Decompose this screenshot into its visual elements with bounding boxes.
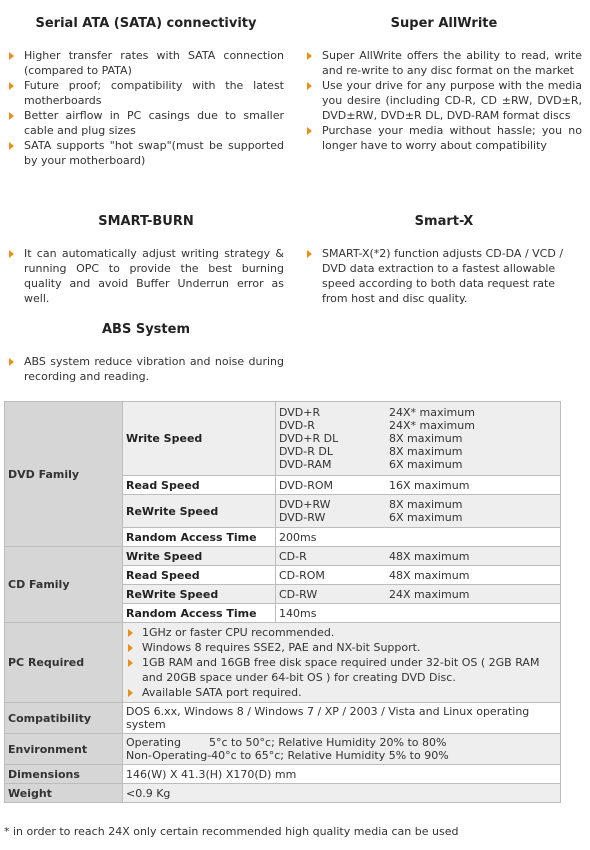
spec-value: Operating 5°c to 50°c; Relative Humidity 20% to 80% Non-Operating-40°c to 65°c; Relative Humidity 5% to 90% — [123, 734, 561, 765]
spec-value: 140ms — [276, 604, 561, 623]
bullet-arrow-icon — [9, 52, 14, 60]
format: DVD-R DL — [279, 445, 333, 458]
spec-value: DVD+RW DVD-RW 8X maximum 6X maximum — [276, 495, 561, 528]
spec-value — [123, 623, 561, 703]
feature-title: Serial ATA (SATA) connectivity — [35, 16, 257, 31]
list-item: ABS system reduce vibration and noise during recording and reading. — [8, 354, 284, 384]
table-row — [5, 402, 561, 476]
spec-label: Read Speed — [123, 566, 276, 585]
bullet-arrow-icon — [128, 659, 133, 667]
format: DVD-R — [279, 419, 315, 432]
feature-smart-burn — [8, 214, 284, 306]
list-item: SATA supports "hot swap"(must be supported by your motherboard) — [8, 138, 284, 168]
list-item: Use your drive for any purpose with the media you desire (including CD-R, CD ±RW, DVD±R, DVD±RW, DVD±R DL, DVD-RAM format discs — [306, 78, 582, 123]
bullet-arrow-icon — [9, 250, 14, 258]
speed: 24X* maximum — [389, 406, 475, 419]
spec-label: Random Access Time — [123, 528, 276, 547]
spec-label: Random Access Time — [123, 604, 276, 623]
category-weight: Weight — [5, 784, 123, 803]
speed: 24X* maximum — [389, 419, 475, 432]
speed: 6X maximum — [389, 458, 463, 471]
table-row — [5, 734, 561, 765]
speed: 8X maximum — [389, 432, 463, 445]
list-item: Purchase your media without hassle; you no longer have to worry about compatibility — [306, 123, 582, 153]
table-row — [5, 765, 561, 784]
list-item: Better airflow in PC casings due to smaller cable and plug sizes — [8, 108, 284, 138]
bullet-arrow-icon — [128, 689, 133, 697]
feature-smart-x — [306, 214, 582, 306]
spec-value: DVD-ROM 16X maximum — [276, 476, 561, 495]
list-item: Super AllWrite offers the ability to read, write and re-write to any disc format on the market — [306, 48, 582, 78]
list-item: Available SATA port required. — [126, 685, 557, 700]
bullet-arrow-icon — [128, 644, 133, 652]
bullet-arrow-icon — [9, 358, 14, 366]
feature-abs-system — [8, 322, 284, 384]
table-row — [5, 703, 561, 734]
spec-value: CD-RW 24X maximum — [276, 585, 561, 604]
spec-value: <0.9 Kg — [123, 784, 561, 803]
list-item: Higher transfer rates with SATA connection (compared to PATA) — [8, 48, 284, 78]
format: DVD+R — [279, 406, 321, 419]
specifications-table — [4, 401, 561, 803]
table-row — [5, 784, 561, 803]
category-compatibility: Compatibility — [5, 703, 123, 734]
spec-value: CD-ROM 48X maximum — [276, 566, 561, 585]
bullet-arrow-icon — [307, 82, 312, 90]
bullet-arrow-icon — [307, 250, 312, 258]
bullet-arrow-icon — [307, 127, 312, 135]
bullet-arrow-icon — [9, 142, 14, 150]
list-item: It can automatically adjust writing strategy & running OPC to provide the best burning quality and avoid Buffer Underrun error as well. — [8, 246, 284, 306]
spec-label: Write Speed — [123, 547, 276, 566]
list-item: 1GB RAM and 16GB free disk space required under 32-bit OS ( 2GB RAM and 20GB space under 64-bit OS ) for creating DVD Disc. — [126, 655, 557, 685]
bullet-arrow-icon — [128, 629, 133, 637]
feature-title: Smart-X — [414, 214, 474, 229]
category-cd-family: CD Family — [5, 547, 123, 623]
feature-super-allwrite — [306, 16, 582, 153]
category-environment: Environment — [5, 734, 123, 765]
format: DVD-RAM — [279, 458, 332, 471]
feature-title: SMART-BURN — [98, 214, 194, 229]
list-item: Future proof; compatibility with the latest motherboards — [8, 78, 284, 108]
spec-value — [276, 402, 561, 476]
table-row — [5, 623, 561, 703]
list-item: SMART-X(*2) function adjusts CD-DA / VCD / DVD data extraction to a fastest allowable speed according to both data request rate from host and disc quality. — [306, 246, 582, 306]
format: DVD+R DL — [279, 432, 339, 445]
feature-sata — [8, 16, 284, 168]
bullet-arrow-icon — [307, 52, 312, 60]
category-dvd-family: DVD Family — [5, 402, 123, 547]
spec-value: 200ms — [276, 528, 561, 547]
spec-label: Read Speed — [123, 476, 276, 495]
feature-title: ABS System — [101, 322, 190, 337]
category-dimensions: Dimensions — [5, 765, 123, 784]
bullet-arrow-icon — [9, 82, 14, 90]
feature-title: Super AllWrite — [390, 16, 498, 31]
speed: 8X maximum — [389, 445, 463, 458]
spec-value: DOS 6.xx, Windows 8 / Windows 7 / XP / 2003 / Vista and Linux operating system — [123, 703, 561, 734]
spec-value: 146(W) X 41.3(H) X170(D) mm — [123, 765, 561, 784]
list-item: Windows 8 requires SSE2, PAE and NX-bit Support. — [126, 640, 557, 655]
spec-label: ReWrite Speed — [123, 495, 276, 528]
spec-label: Write Speed — [123, 402, 276, 476]
spec-label: ReWrite Speed — [123, 585, 276, 604]
list-item: 1GHz or faster CPU recommended. — [126, 625, 557, 640]
category-pc-required: PC Required — [5, 623, 123, 703]
footnote: * in order to reach 24X only certain recommended high quality media can be used — [4, 825, 459, 838]
bullet-arrow-icon — [9, 112, 14, 120]
table-row — [5, 547, 561, 566]
spec-value: CD-R 48X maximum — [276, 547, 561, 566]
